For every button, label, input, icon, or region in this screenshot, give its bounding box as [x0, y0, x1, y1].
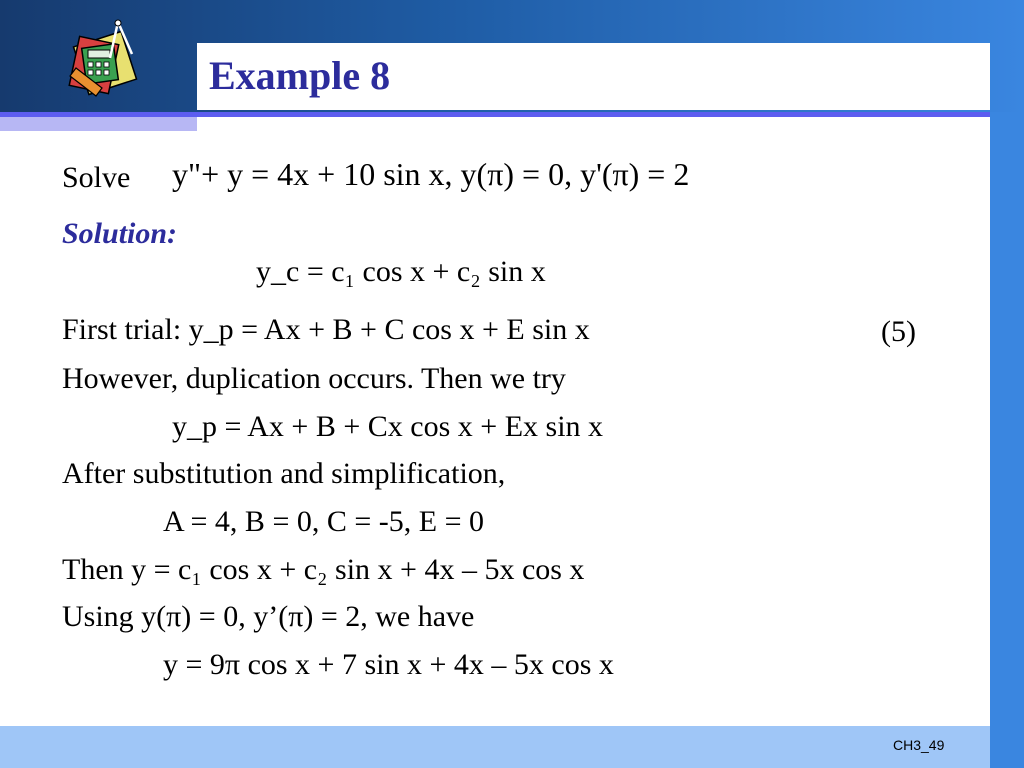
- complementary-solution: y_c = c₁ cos x + c₂ sin x: [256, 255, 546, 288]
- left-accent-rule: [0, 117, 197, 131]
- general-solution: y = c₁ cos x + c₂ sin x + 4x – 5x cos x: [131, 553, 585, 586]
- first-trial-equation: y_p = Ax + B + C cos x + E sin x: [188, 313, 590, 346]
- coefficients: A = 4, B = 0, C = -5, E = 0: [163, 505, 485, 538]
- substitution-text: After substitution and simplification,: [62, 457, 506, 490]
- second-trial-equation: y_p = Ax + B + Cx cos x + Ex sin x: [172, 410, 604, 443]
- math-tools-icon: [66, 18, 142, 98]
- first-trial-label: First trial:: [62, 313, 182, 346]
- slide-number: CH3_49: [893, 737, 945, 753]
- solution-label: Solution:: [62, 217, 178, 250]
- right-side-bar: [990, 112, 1024, 768]
- equation-number: (5): [881, 315, 916, 348]
- solve-equation: y"+ y = 4x + 10 sin x, y(π) = 0, y'(π) = 2: [172, 156, 690, 192]
- then-line: [62, 552, 584, 588]
- using-text: Using y(π) = 0, y’(π) = 2, we have: [62, 600, 475, 633]
- then-label: Then: [62, 553, 124, 586]
- slide-title: Example 8: [209, 53, 391, 98]
- footer-bar: [0, 726, 990, 768]
- final-solution: y = 9π cos x + 7 sin x + 4x – 5x cos x: [163, 648, 614, 681]
- solve-label: Solve: [62, 161, 131, 194]
- duplication-text: However, duplication occurs. Then we try: [62, 362, 566, 395]
- first-trial-line: [62, 312, 590, 348]
- solve-line: [62, 160, 130, 196]
